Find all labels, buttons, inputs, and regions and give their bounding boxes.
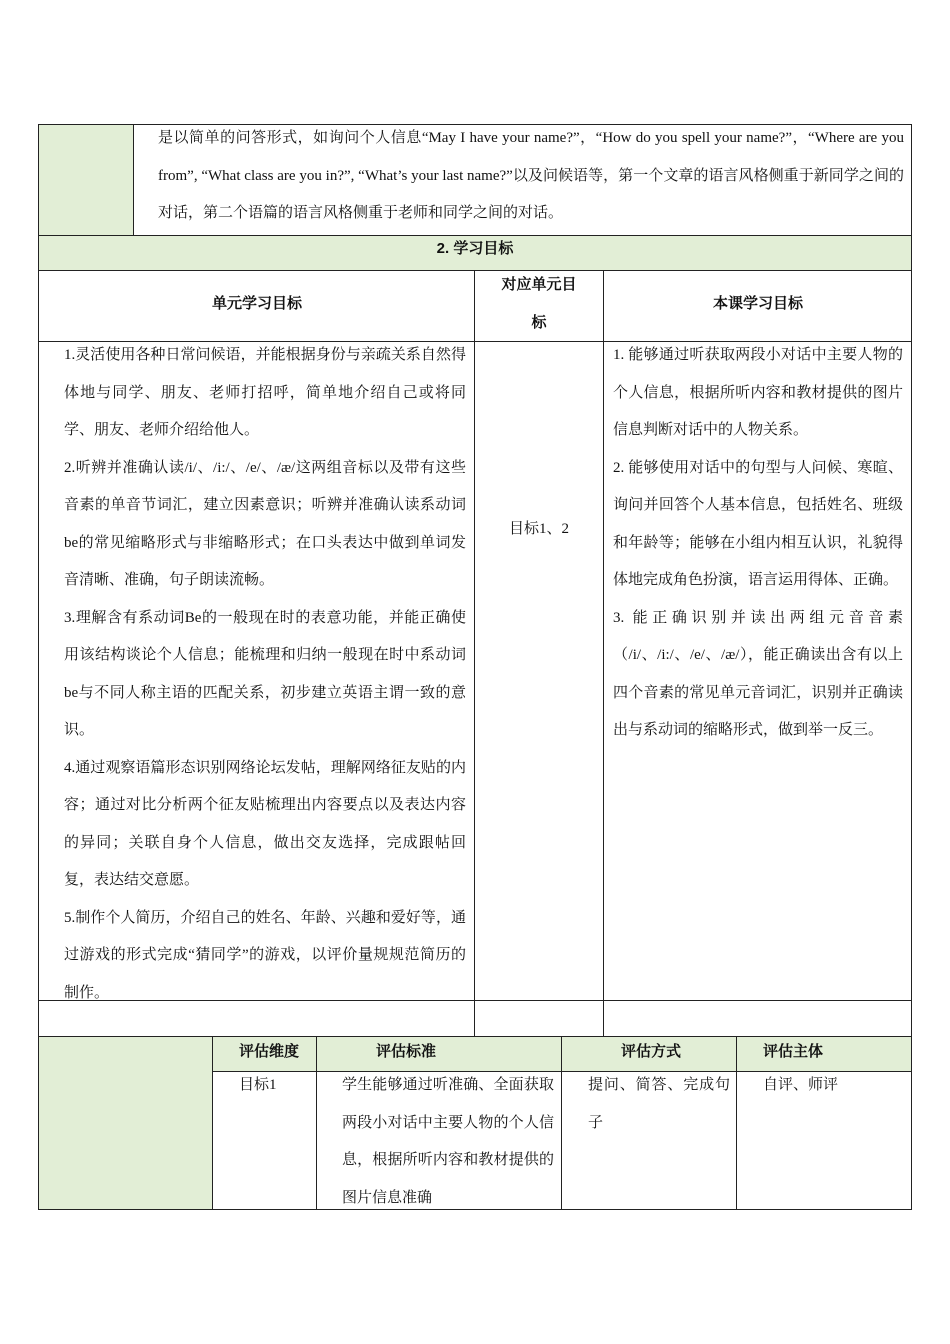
assessment-divider-2: [561, 1037, 562, 1209]
unit-goal-item: 1.灵活使用各种日常问候语，并能根据身份与亲疏关系自然得体地与同学、朋友、老师打招呼，简单地介绍自己或将同学、朋友、老师介绍给他人。: [64, 347, 466, 438]
intro-text: 是以简单的问答形式，如询问个人信息“May I have your name?”，“How do you spell your name?”，“Where are you from”, “What class are you in?”, “What’s your last name?”以及问候语等，第一个文章的语言风格侧重于新同学之间的对话，第二个语篇的语言风格侧重于老师和同学之间的对话。: [158, 130, 904, 221]
assessment-header-method: 评估方式: [621, 1043, 682, 1060]
unit-goal-item: 4.通过观察语篇形态识别网络论坛发帖，理解网络征友贴的内容；通过对比分析两个征友贴梳理出内容要点以及表达内容的异同；关联自身个人信息，做出交友选择，完成跟帖回复，表达结交意愿。: [64, 759, 466, 888]
unit-goal-item: 3.理解含有系动词Be的一般现在时的表意功能，并能正确使用该结构谈论个人信息；能梳理和归纳一般现在时中系动词be与不同人称主语的匹配关系，初步建立英语主谓一致的意识。: [64, 609, 466, 738]
intro-divider: [133, 125, 134, 235]
col-mapped-goals: 对应单元目标: [501, 276, 577, 331]
assessment-row-dimension: 目标1: [239, 1077, 277, 1093]
assessment-header-standard: 评估标准: [376, 1043, 437, 1060]
objectives-divider-1: [474, 270, 475, 1036]
intro-label-cell: [39, 125, 133, 235]
assessment-row-method: 提问、简答、完成句子: [588, 1077, 730, 1131]
assessment-divider-3: [736, 1037, 737, 1209]
unit-goals-list: [64, 337, 466, 1012]
objectives-divider-2: [603, 270, 604, 1036]
lesson-goal-item: 1. 能够通过听获取两段小对话中主要人物的个人信息，根据所听内容和教材提供的图片信息判断对话中的人物关系。: [613, 347, 903, 438]
assessment-divider-0: [212, 1037, 213, 1209]
lesson-goals-list: [613, 337, 903, 750]
mapped-goal-value: 目标1、2: [508, 521, 569, 537]
lesson-goal-item: 2. 能够使用对话中的句型与人问候、寒暄、询问并回答个人基本信息，包括姓名、班级和年龄等；能够在小组内相互认识，礼貌得体地完成角色扮演，语言运用得体、正确。: [613, 459, 903, 588]
lesson-goal-item: 3. 能正确识别并读出两组元音音素（/i/、/i:/、/e/、/æ/），能正确读出含有以上四个音素的常见单元音词汇，识别并正确读出与系动词的缩略形式，做到举一反三。: [613, 609, 903, 738]
assessment-header-dimension: 评估维度: [239, 1043, 300, 1060]
assessment-row-subject: 自评、师评: [763, 1077, 839, 1093]
objectives-content-bottom: [39, 1000, 911, 1001]
objectives-section-title: 2. 学习目标: [436, 240, 514, 257]
unit-goal-item: 2.听辨并准确认读/i/、/i:/、/e/、/æ/这两组音标以及带有这些音素的单音节词汇，建立因素意识；听辨并准确认读系动词be的常见缩略形式与非缩略形式；在口头表达中做到单词发音清晰、准确，句子朗读流畅。: [64, 459, 466, 588]
assessment-row-standard: 学生能够通过听准确、全面获取两段小对话中主要人物的个人信息，根据所听内容和教材提供的图片信息准确: [342, 1077, 554, 1206]
col-unit-goals: 单元学习目标: [211, 295, 302, 312]
assessment-label-cell: [39, 1037, 212, 1209]
assessment-header-subject: 评估主体: [763, 1043, 824, 1060]
objectives-header-top: [39, 270, 911, 271]
assessment-divider-1: [316, 1037, 317, 1209]
col-lesson-goals: 本课学习目标: [712, 295, 803, 312]
unit-goal-item: 5.制作个人简历，介绍自己的姓名、年龄、兴趣和爱好等，通过游戏的形式完成“猜同学”的游戏，以评价量规规范简历的制作。: [64, 909, 466, 1001]
